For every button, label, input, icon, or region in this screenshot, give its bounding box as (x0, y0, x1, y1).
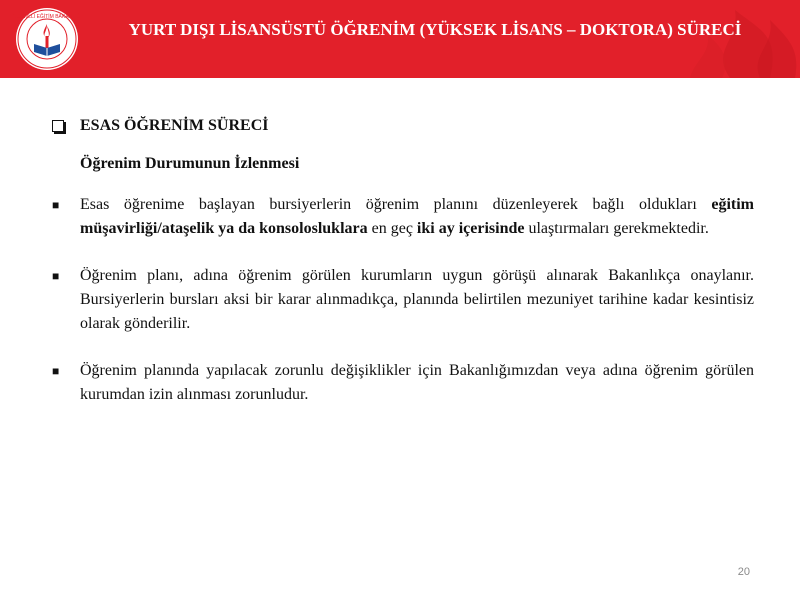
square-bullet-icon: ■ (52, 269, 60, 283)
svg-text:T.C. MİLLİ EĞİTİM BAKANLIĞI: T.C. MİLLİ EĞİTİM BAKANLIĞI (12, 14, 82, 20)
list-item (52, 264, 754, 336)
checkbox-bullet-icon (52, 120, 64, 132)
list-item (52, 359, 754, 407)
bullet-text: Öğrenim planında yapılacak zorunlu değişiklikler için Bakanlığımızdan veya adına öğrenim görülen kurumdan izin alınması zorunludur. (80, 362, 754, 403)
ministry-logo-icon (12, 6, 82, 72)
bullet-text: Öğrenim planı, adına öğrenim görülen kurumların uygun görüşü alınarak Bakanlıkça onaylanır. Bursiyerlerin bursları aksi bir karar alınmadıkça, planında belirtilen mezuniyet tarihine kadar kesintisiz olarak gönderilir. (80, 267, 754, 332)
section-heading (52, 117, 754, 135)
bullet-text: Esas öğrenime başlayan bursiyerlerin öğrenim planını düzenleyerek bağlı oldukları eğitim müşavirliği/ataşelik ya da konsolosluklara en geç iki ay içerisinde ulaştırmaları gerekmektedir. (80, 196, 754, 237)
section-title: ESAS ÖĞRENİM SÜRECİ (80, 117, 269, 134)
slide-content (52, 117, 754, 407)
page-number: 20 (737, 566, 750, 578)
square-bullet-icon: ■ (52, 364, 60, 378)
page-title: YURT DIŞI LİSANSÜSTÜ ÖĞRENİM (YÜKSEK LİSANS – DOKTORA) SÜRECİ (128, 20, 742, 39)
list-item (52, 193, 754, 241)
subtitle: Öğrenim Durumunun İzlenmesi (80, 155, 300, 172)
square-bullet-icon: ■ (52, 198, 60, 212)
header-banner (0, 0, 800, 78)
